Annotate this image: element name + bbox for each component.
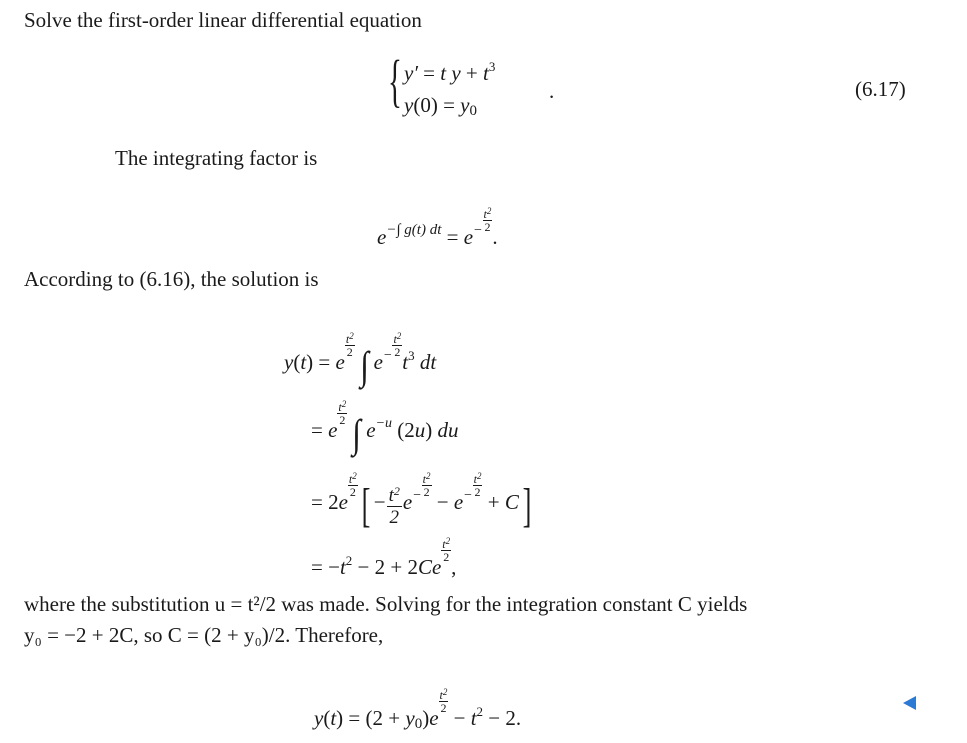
final-solution: $y(t) = (2 + y_0)e$ $\frac{t^2}{2}$ − $t^2 - 2$.: [314, 687, 522, 732]
derivation-line-4: = $-t^2 - 2 + 2Ce$ $\frac{t^2}{2}$ ,: [311, 536, 457, 579]
substitution-text-line-1: where the substitution u = t²/2 was made. Solving for the integration constant C yields: [24, 592, 748, 616]
intro-text: Solve the first-order linear differential equation: [24, 8, 422, 32]
derivation-line-3: = 2e $\frac{t^2}{2}$ [ − $\frac{t^2}{2}$ e− $\frac{t^2}{2}$ − e− $\frac{t^2}{2}$ + C]: [311, 471, 532, 532]
end-of-example-triangle-icon: [903, 696, 916, 710]
system-line-2: $y(0) = y_0$: [404, 93, 477, 119]
left-brace: {: [388, 48, 402, 113]
solution-intro: According to (6.16), the solution is: [24, 267, 319, 291]
equation-tag: (6.17): [855, 77, 906, 101]
system-period: .: [549, 79, 555, 103]
integrating-factor-intro: The integrating factor is: [115, 146, 318, 170]
derivation-line-1: y(t) = e $\frac{t^2}{2}$ ∫ e− $\frac{t^2}{2}$ $t^3$ dt: [284, 331, 437, 388]
integrating-factor-equation: $e^{-\int g(t) dt} = e^-$ $\frac{t^2}{2}$ .: [377, 206, 498, 249]
substitution-text-line-2: y₀ = −2 + 2C, so C = (2 + y₀)/2. Therefore,: [24, 623, 384, 647]
derivation-line-2: = e $\frac{t^2}{2}$ ∫ $e^{-u}$ (2u) du: [311, 399, 459, 456]
system-line-1: y′ = t $y + t^3$: [404, 59, 496, 85]
